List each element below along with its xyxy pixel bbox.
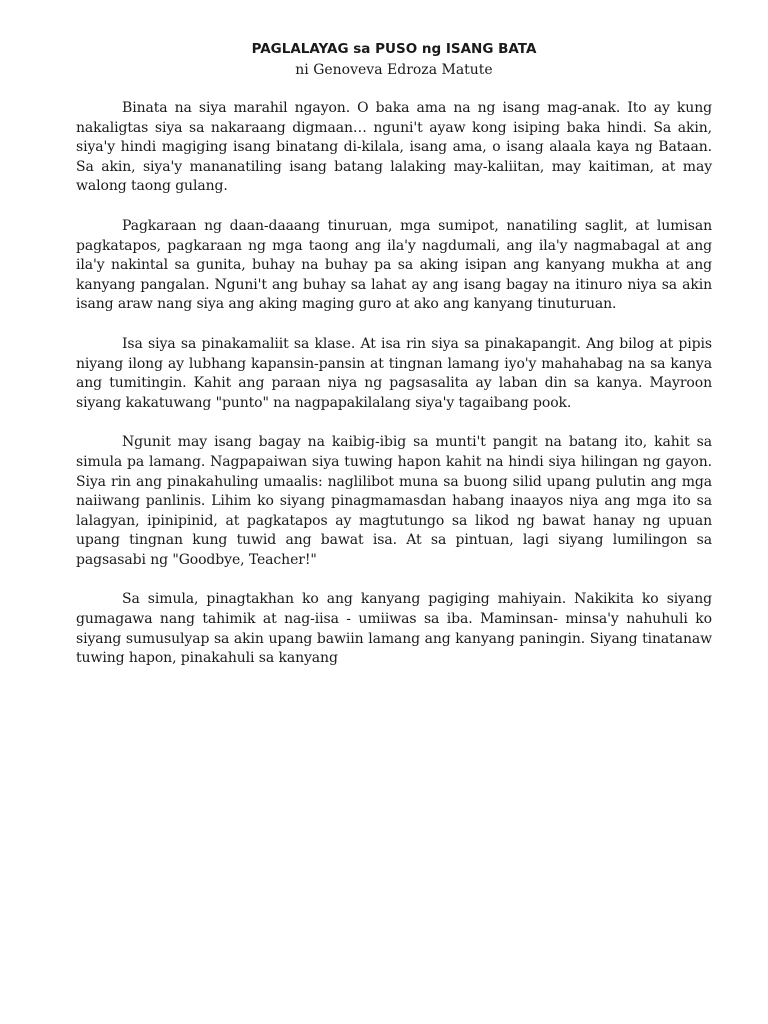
document-title: PAGLALAYAG sa PUSO ng ISANG BATA xyxy=(251,41,537,57)
paragraph-3: Isa siya sa pinakamaliit sa klase. At isa rin siya sa pinakapangit. Ang bilog at pipis niyang ilong ay lubhang kapansin-pansin at tingnan lamang iyo'y mahahabag na sa kanya ang tumitingin. Kahit ang paraan niya ng pagsasalita ay laban din sa kanya. Mayroon siyang kakatuwang "punto" na nagpapakilalang siya'y tagaibang pook. xyxy=(76,335,712,411)
document-author: ni Genoveva Edroza Matute xyxy=(295,62,493,78)
paragraph-5: Sa simula, pinagtakhan ko ang kanyang pagiging mahiyain. Nakikita ko siyang gumagawa nang tahimik at nag-iisa - umiiwas sa iba. Maminsan- minsa'y nahuhuli ko siyang sumusulyap sa akin upang bawiin lamang ang kanyang paningin. Siyang tinatanaw tuwing hapon, pinakahuli sa kanyang xyxy=(76,591,712,667)
paragraph-1: Binata na siya marahil ngayon. O baka ama na ng isang mag-anak. Ito ay kung nakaligtas siya sa nakaraang digmaan… nguni't ayaw kong isiping baka hindi. Sa akin, siya'y hindi magiging isang binatang di-kilala, isang ama, o isang alaala kaya ng Bataan. Sa akin, siya'y mananatiling isang batang lalaking may-kaliitan, may kaitiman, at may walong taong gulang. xyxy=(76,100,712,195)
paragraph-2: Pagkaraan ng daan-daaang tinuruan, mga sumipot, nanatiling saglit, at lumisan pagkatapos, pagkaraan ng mga taong ang ila'y nagdumali, ang ila'y nagmabagal at ang ila'y nakintal sa gunita, buhay na buhay pa sa aking isipan ang kanyang mukha at ang kanyang pangalan. Nguni't ang buhay sa lahat ay ang isang bagay na itinuro niya sa akin isang araw nang siya ang aking maging guro at ako ang kanyang tinuturuan. xyxy=(76,217,712,313)
paragraph-4: Ngunit may isang bagay na kaibig-ibig sa munti't pangit na batang ito, kahit sa simula pa lamang. Nagpapaiwan siya tuwing hapon kahit na hindi siya hilingan ng gayon. Siya rin ang pinakahuling umaalis: naglilibot muna sa buong silid upang pulutin ang mga naiiwang panlinis. Lihim ko siyang pinagmamasdan habang inaayos niya ang mga ito sa lalagyan, ipinipinid, at pagkatapos ay magtutungo sa likod ng bawat hanay ng upuan upang tingnan kung tuwid ang bawat isa. At sa pintuan, lagi siyang lumilingon sa pagsasabi ng "Goodbye, Teacher!" xyxy=(76,434,712,568)
document-page xyxy=(76,40,712,669)
